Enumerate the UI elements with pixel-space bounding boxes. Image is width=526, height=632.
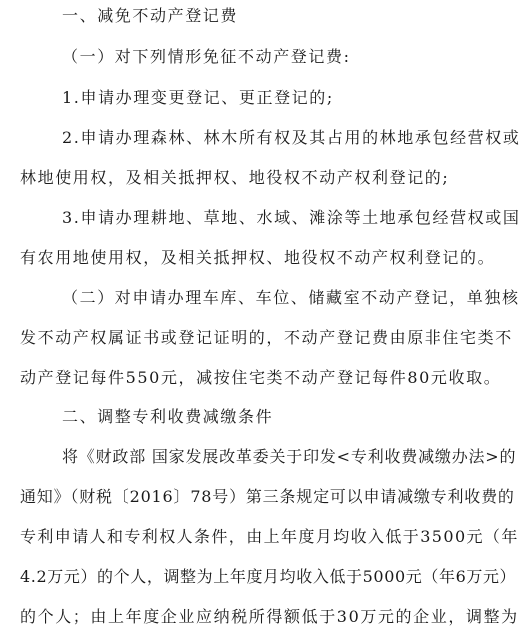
section-heading-1: 一、减免不动产登记费 (62, 6, 239, 25)
paragraph-line: 2.申请办理森林、林木所有权及其占用的林地承包经营权或 (62, 128, 521, 147)
paragraph-line: 的个人；由上年度企业应纳税所得额低于30万元的企业，调整为 (20, 607, 519, 626)
section-heading-2: 二、调整专利收费减缴条件 (62, 407, 274, 426)
paragraph-line: 1.申请办理变更登记、更正登记的; (62, 88, 334, 107)
paragraph-line: 动产登记每件550元，减按住宅类不动产登记每件80元收取。 (20, 368, 502, 387)
paragraph-line: 林地使用权，及相关抵押权、地役权不动产权利登记的; (20, 168, 450, 187)
paragraph-line: 专利申请人和专利权人条件，由上年度月均收入低于3500元（年 (20, 527, 519, 546)
subsection-heading-1: （一）对下列情形免征不动产登记费: (62, 47, 351, 66)
paragraph-line: 将《财政部 国家发展改革委关于印发<专利收费减缴办法>的 (62, 447, 517, 466)
paragraph-line: 发不动产权属证书或登记证明的，不动产登记费由原非住宅类不 (20, 328, 513, 347)
subsection-heading-2: （二）对申请办理车库、车位、储藏室不动产登记，单独核 (62, 288, 520, 307)
paragraph-line: 通知》（财税〔2016〕78号）第三条规定可以申请减缴专利收费的 (20, 487, 515, 506)
paragraph-line: 3.申请办理耕地、草地、水域、滩涂等土地承包经营权或国 (62, 208, 521, 227)
paragraph-line: 有农用地使用权，及相关抵押权、地役权不动产权利登记的。 (20, 248, 496, 267)
paragraph-line: 4.2万元）的个人，调整为上年度月均收入低于5000元（年6万元） (20, 567, 517, 586)
